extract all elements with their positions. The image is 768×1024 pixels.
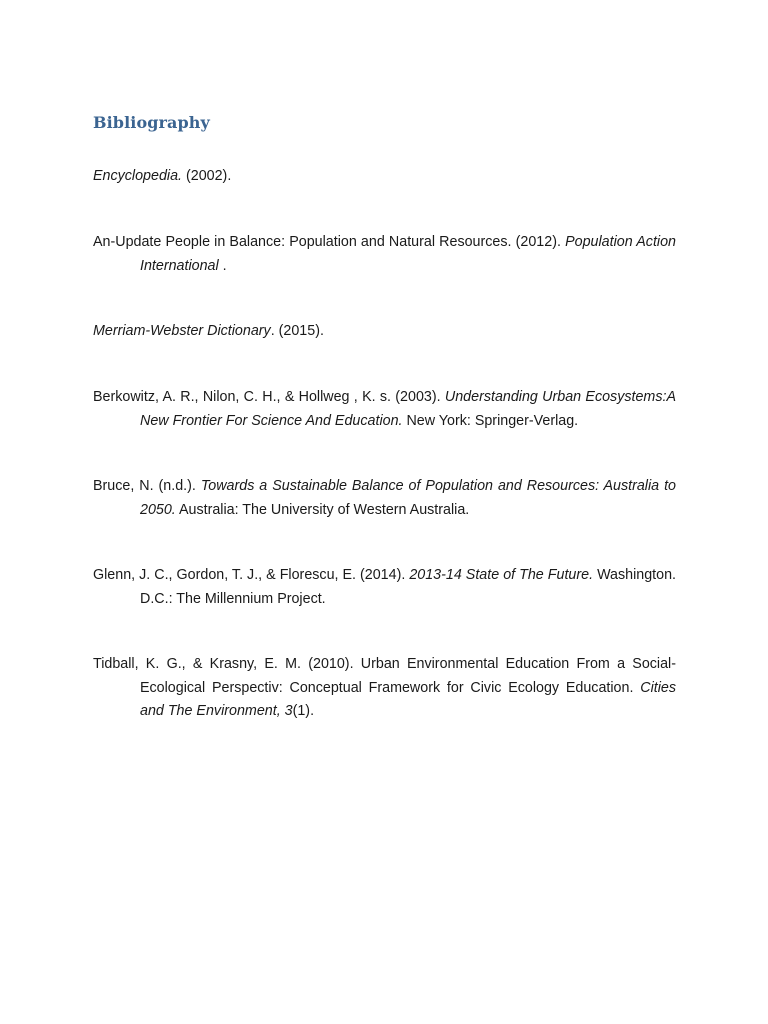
entry-text: Towards a Sustainable Balance of Population and Resources: Australia to 2050.: [140, 478, 676, 518]
entry-text: An-Update People in Balance: Population and Natural Resources. (2012).: [93, 234, 566, 250]
entry-text: 2013-14 State of The Future.: [409, 567, 594, 583]
entry-text: Bruce, N. (n.d.).: [93, 478, 201, 494]
bibliography-entry-berkowitz: [93, 386, 676, 475]
entry-text: Australia: The University of Western Australia.: [175, 501, 470, 518]
bibliography-heading: Bibliography: [93, 113, 210, 132]
entry-text: Washington. D.C.: The Millennium Project.: [140, 567, 677, 607]
bibliography-entry-merriam-webster: [93, 320, 676, 386]
bibliography-entry-bruce: [93, 475, 676, 564]
entry-text: Population Action International: [140, 234, 676, 274]
entry-text: . (2015).: [270, 323, 324, 339]
entry-text: Merriam-Webster Dictionary: [93, 323, 271, 339]
entry-text: Understanding Urban Ecosystems:A New Frontier For Science And Education.: [140, 389, 676, 429]
bibliography-entry-glenn: [93, 564, 676, 653]
entry-text: Encyclopedia.: [93, 168, 183, 184]
bibliography-entry-tidball: [93, 653, 676, 719]
entry-text: .: [218, 257, 227, 274]
entry-text: Glenn, J. C., Gordon, T. J., & Florescu, E. (2014).: [93, 567, 410, 583]
bibliography-entry-people-in-balance: [93, 231, 676, 320]
entry-text: Tidball, K. G., & Krasny, E. M. (2010). Urban Environmental Education From a Social-Ecological Perspectiv: Conceptual Framework for Civic Ecology Education.: [93, 656, 676, 696]
entry-text: New York: Springer-Verlag.: [402, 412, 579, 429]
entry-text: (2002).: [182, 168, 232, 184]
entry-text: Berkowitz, A. R., Nilon, C. H., & Hollweg , K. s. (2003).: [93, 389, 445, 405]
bibliography-entry-encyclopedia: [93, 165, 676, 231]
entry-text: Cities and The Environment, 3: [140, 679, 676, 719]
entry-text: (1).: [292, 703, 315, 719]
bibliography-list: [93, 165, 676, 719]
